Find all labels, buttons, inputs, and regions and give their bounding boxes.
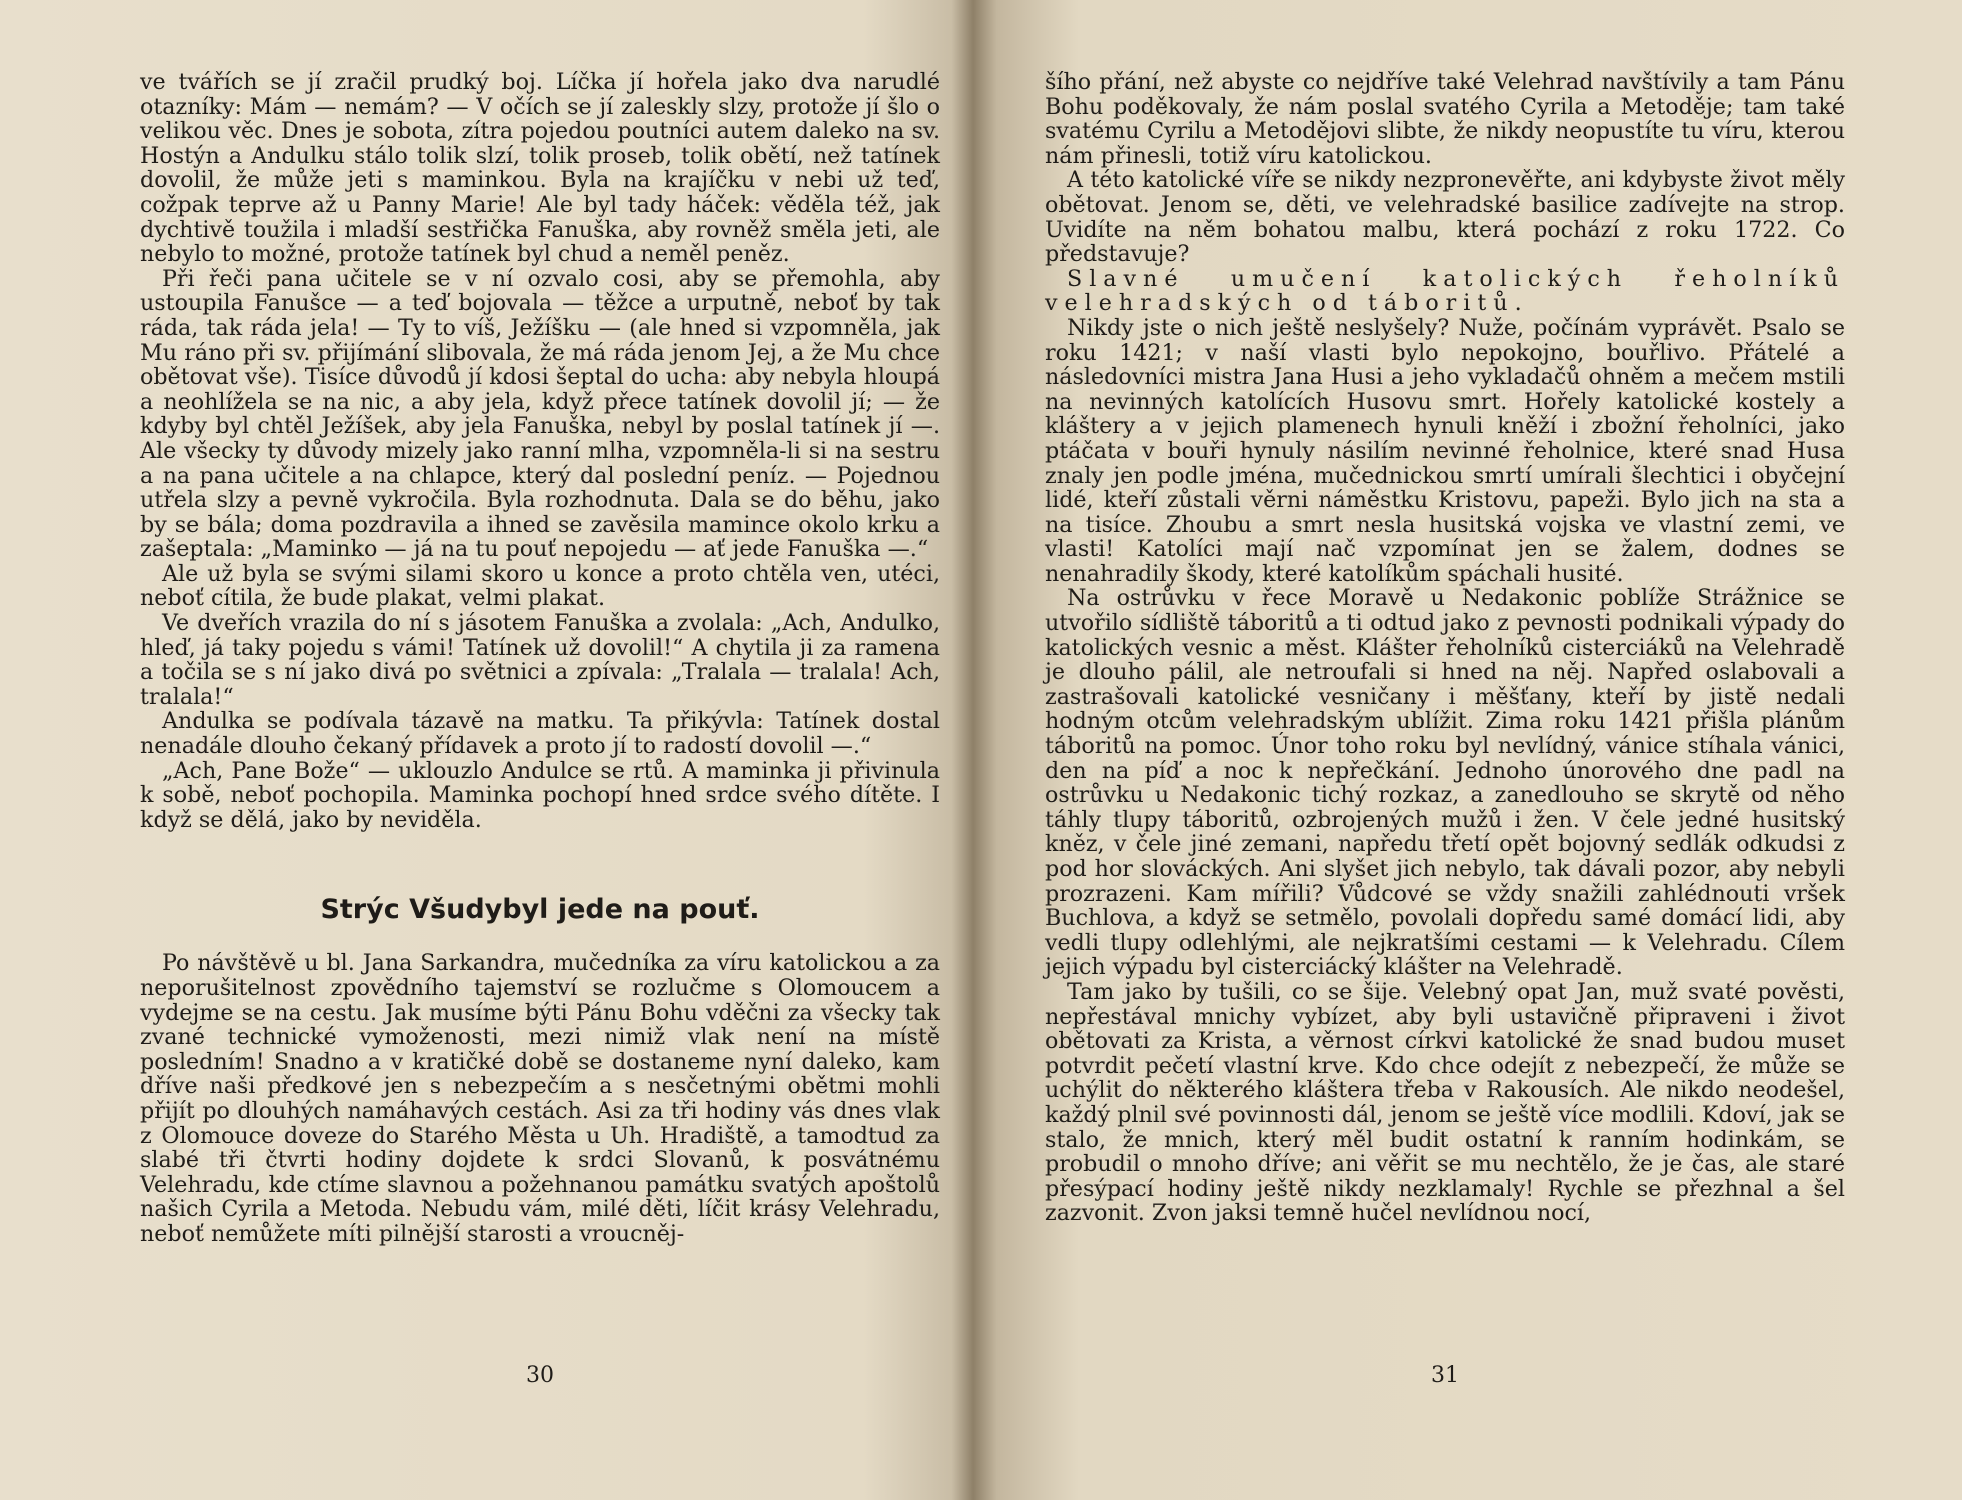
paragraph: Při řeči pana učitele se v ní ozvalo cosi, aby se přemohla, aby ustoupila Fanušce — a teď bojovala — těžce a urputně, neboť by tak ráda, tak ráda jela! — Ty to víš, Ježíšku — (ale hned si vzpomněla, jak Mu ráno při sv. přijímání slibovala, že má ráda jenom Jej, a že Mu chce obětovat vše). Tisíce důvodů jí kdosi šeptal do ucha: aby nebyla hloupá a neohlížela se na nic, a aby jela, když přece tatínek dovolil jí; — že kdyby byl chtěl Ježíšek, aby jela Fanuška, nebyl by poslal tatínek jí —. Ale všecky ty důvody mizely jako ranní mlha, vzpomněla-li si na sestru a na pana učitele a na chlapce, který dal poslední peníz. — Pojednou utřela slzy a pevně vykročila. Byla rozhodnuta. Dala se do běhu, jako by se bála; doma pozdravila a ihned se zavěsila mamince okolo krku a zašeptala: „Maminko — já na tu pouť nepojedu — ať jede Fanuška —.“ — [140, 265, 940, 563]
paragraph: Tam jako by tušili, co se šije. Velebný opat Jan, muž svaté pověsti, nepřestával mnichy vybízet, aby byli ustavičně připraveni i život obětovati za Krista, a věrnost církvi katolické že snad budou muset potvrdit pečetí vlastní krve. Kdo chce odejít z nebezpečí, že může se uchýlit do některého kláštera třeba v Rakousích. Ale nikdo neodešel, každý plnil své povinnosti dál, jenom se ještě více modlili. Kdoví, jak se stalo, že mnich, který měl budit ostatní k ranním hodinkám, se probudil o mnoho dříve; ani věřit se mu nechtělo, že je čas, ale staré přesýpací hodiny ještě nikdy nezklamaly! Rychle se přezhnal a šel zazvonit. Zvon jaksi temně hučel nevlídnou nocí, — [1045, 978, 1845, 1227]
page-number: 30 — [526, 1363, 554, 1388]
right-page — [1045, 70, 1845, 1490]
paragraph: A této katolické víře se nikdy nezpronevěřte, ani kdybyste život měly obětovat. Jenom se, děti, ve velehradské basilice zadívejte na strop. Uvidíte na něm bohatou malbu, která pochází z roku 1722. Co představuje? — [1045, 167, 1845, 268]
paragraph: Andulka se podívala tázavě na matku. Ta přikývla: Tatínek dostal nenadále dlouho čekaný přídavek a proto jí to radostí dovolil —.“ — [140, 708, 940, 760]
paragraph: Ale už byla se svými silami skoro u konce a proto chtěla ven, utéci, neboť cítila, že bude plakat, velmi plakat. — [140, 560, 940, 612]
chapter-title: Strýc Všudybyl jede na pouť. — [320, 894, 760, 926]
chapter-text — [140, 951, 940, 1246]
left-page-text — [140, 70, 940, 832]
paragraph: Na ostrůvku v řece Moravě u Nedakonic poblíže Strážnice se utvořilo sídliště táboritů a ti odtud jako z pevnosti podnikali výpady do katolických vesnic a měst. Klášter řeholníků cisterciáků na Velehradě je dlouho pálil, ale netroufali si hned na něj. Napřed oslabovali a zastrašovali katolické vesničany i měšťany, kteří by jistě nedali hodným otcům velehradským ublížit. Zima roku 1421 přišla plánům táboritů na pomoc. Únor toho roku byl nevlídný, vánice stíhala vánici, den na píď a noc k nepřečkání. Jednoho únorového dne padl na ostrůvku u Nedakonic tichý rozkaz, a zanedlouho se skrytě od něho táhly tlupy táboritů, ozbrojených mužů i žen. V čele jedné husitský kněz, v čele jiné zemani, napředu třetí opět bojovný sedlák odkudsi z pod hor slováckých. Ani slyšet jich nebylo, tak dávali pozor, aby nebyli prozrazeni. Kam mířili? Vůdcové se vždy snažili zahlédnouti vršek Buchlova, a když se setmělo, povolali dopředu samé domácí lidi, aby vedli tlupy odlehlými, ale nejkratšími cestami — k Velehradu. Cílem jejich výpadu byl cisterciácký klášter na Velehradě. — [1045, 585, 1845, 981]
paragraph: „Ach, Pane Bože“ — uklouzlo Andulce se rtů. A maminka ji přivinula k sobě, neboť pochopila. Maminka pochopí hned srdce svého dítěte. I když se dělá, jako by neviděla. — [140, 757, 940, 833]
section-heading: Slavné umučení katolických řeholníků velehradských od táboritů. — [1045, 265, 1845, 317]
paragraph: ve tvářích se jí zračil prudký boj. Líčka jí hořela jako dva narudlé otazníky: Mám — nemám? — V očích se jí zaleskly slzy, protože jí šlo o velikou věc. Dnes je sobota, zítra pojedou poutníci autem daleko na sv. Hostýn a Andulku stálo tolik slzí, tolik proseb, tolik obětí, než tatínek dovolil, že může jeti s maminkou. Byla na krajíčku v nebi už teď, cožpak teprve až u Panny Marie! Ale byl tady háček: věděla též, jak dychtivě toužila i mladší sestřička Fanuška, aby rovněž směla jeti, ale nebylo to možné, protože tatínek byl chud a neměl peněz. — [140, 69, 940, 268]
right-page-text — [1045, 70, 1845, 1226]
page-number: 31 — [1431, 1363, 1459, 1388]
paragraph: Po návštěvě u bl. Jana Sarkandra, mučedníka za víru katolickou a za neporušitelnost zpovědního tajemství se rozlučme s Olomoucem a vydejme se na cestu. Jak musíme býti Pánu Bohu vděčni za všecky tak zvané technické vymoženosti, mezi nimiž vlak není na místě posledním! Snadno a v kratičké době se dostaneme nyní daleko, kam dříve naši předkové jen s nebezpečím a s nesčetnými obětmi mohli přijít po dlouhých namáhavých cestách. Asi za tři hodiny vás dnes vlak z Olomouce doveze do Starého Města u Uh. Hradiště, a tamodtud za slabé tři čtvrti hodiny dojdete k srdci Slovanů, k posvátnému Velehradu, kde ctíme slavnou a požehnanou památku svatých apoštolů našich Cyrila a Metoda. Nebudu vám, milé děti, líčit krásy Velehradu, neboť nemůžete míti pilnější starosti a vroucněj- — [140, 950, 940, 1247]
paragraph: Nikdy jste o nich ještě neslyšely? Nuže, počínám vyprávět. Psalo se roku 1421; v naší vlasti bylo nepokojno, bouřlivo. Přátelé a následovníci mistra Jana Husi a jeho vykladačů ohněm a mečem mstili na nevinných katolících Husovu smrt. Hořely katolické kostely a kláštery a v jejich plamenech hynuli kněží i zbožní řeholníci, jako ptáčata v bouři hynuly násilím nevinné řeholnice, které snad Husa znaly jen podle jména, mučednickou smrtí umírali šlechtici i obyčejní lidé, kteří zůstali věrni náměstku Kristovu, papeži. Bylo jich na sta a na tisíce. Zhoubu a smrt nesla husitská vojska ve vlastní zemi, ve vlasti! Katolíci mají nač vzpomínat jen se žalem, dodnes se nenahradily škody, které katolíkům spáchali husité. — [1045, 314, 1845, 587]
paragraph: šího přání, než abyste co nejdříve také Velehrad navštívily a tam Pánu Bohu poděkovaly, že nám poslal svatého Cyrila a Metoděje; tam také svatému Cyrilu a Metodějovi slibte, že nikdy neopustíte tu víru, kterou nám přinesli, totiž víru katolickou. — [1045, 69, 1845, 169]
left-page — [140, 70, 940, 1490]
paragraph: Ve dveřích vrazila do ní s jásotem Fanuška a zvolala: „Ach, Andulko, hleď, já taky pojedu s vámi! Tatínek už dovolil!“ A chytila ji za ramena a točila se s ní jako divá po světnici a zpívala: „Tralala — tralala! Ach, tralala!“ — [140, 610, 940, 710]
